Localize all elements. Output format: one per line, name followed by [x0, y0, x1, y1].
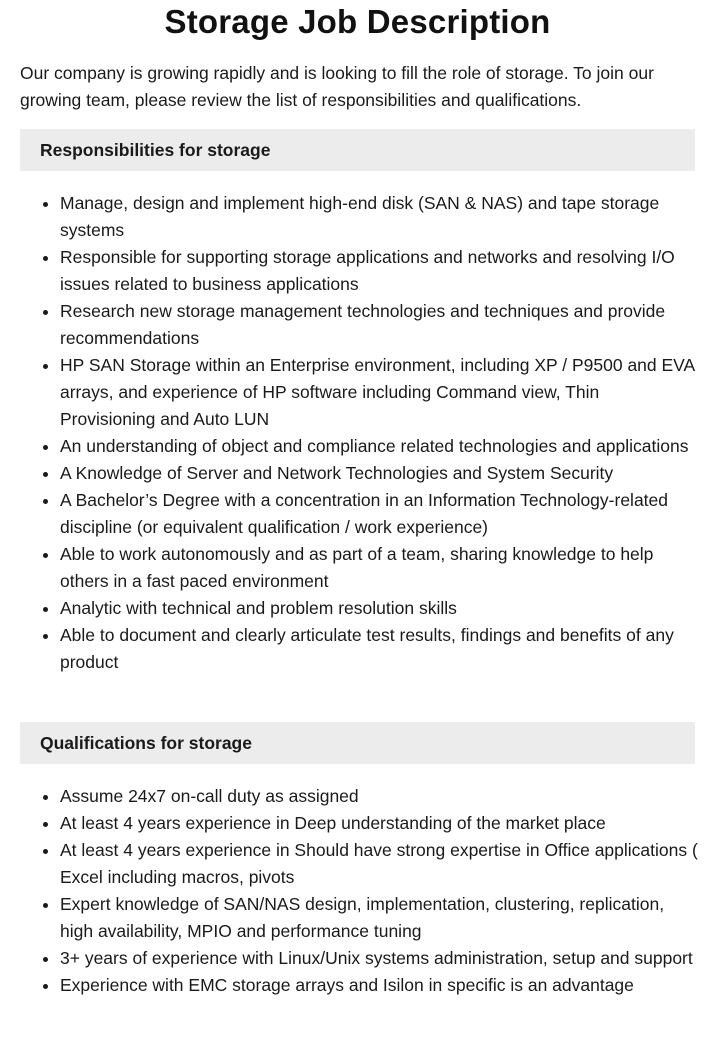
- list-item: • A Knowledge of Server and Network Technologies and System Security: [60, 460, 698, 487]
- list-item: • Responsible for supporting storage applications and networks and resolving I/O issues related to business applications: [60, 244, 698, 298]
- list-item: • Expert knowledge of SAN/NAS design, implementation, clustering, replication, high availability, MPIO and performance tuning: [60, 891, 698, 945]
- qualifications-heading: Qualifications for storage: [20, 722, 695, 764]
- list-item: • Able to document and clearly articulate test results, findings and benefits of any product: [60, 622, 698, 676]
- list-item: • An understanding of object and compliance related technologies and applications: [60, 433, 698, 460]
- list-item: • Assume 24x7 on-call duty as assigned: [60, 783, 698, 810]
- list-item: • Able to work autonomously and as part of a team, sharing knowledge to help others in a fast paced environment: [60, 541, 698, 595]
- list-item: • A Bachelor’s Degree with a concentration in an Information Technology-related discipline (or equivalent qualification / work experience): [60, 487, 698, 541]
- list-item: • 3+ years of experience with Linux/Unix systems administration, setup and support: [60, 945, 698, 972]
- list-item: • Manage, design and implement high-end disk (SAN & NAS) and tape storage systems: [60, 190, 698, 244]
- list-item: • Analytic with technical and problem resolution skills: [60, 595, 698, 622]
- intro-paragraph: Our company is growing rapidly and is looking to fill the role of storage. To join our growing team, please review the list of responsibilities and qualifications.: [20, 63, 654, 110]
- responsibilities-heading: Responsibilities for storage: [20, 129, 695, 171]
- page-title: Storage Job Description: [164, 3, 551, 40]
- list-item: • Experience with EMC storage arrays and Isilon in specific is an advantage: [60, 972, 698, 999]
- responsibilities-list: [20, 190, 698, 676]
- qualifications-list: [20, 783, 698, 999]
- list-item: • At least 4 years experience in Deep understanding of the market place: [60, 810, 698, 837]
- list-item: • At least 4 years experience in Should have strong expertise in Office applications ( Excel including macros, pivots: [60, 837, 698, 891]
- list-item: • Research new storage management technologies and techniques and provide recommendations: [60, 298, 698, 352]
- list-item: • HP SAN Storage within an Enterprise environment, including XP / P9500 and EVA arrays, and experience of HP software including Command view, Thin Provisioning and Auto LUN: [60, 352, 698, 433]
